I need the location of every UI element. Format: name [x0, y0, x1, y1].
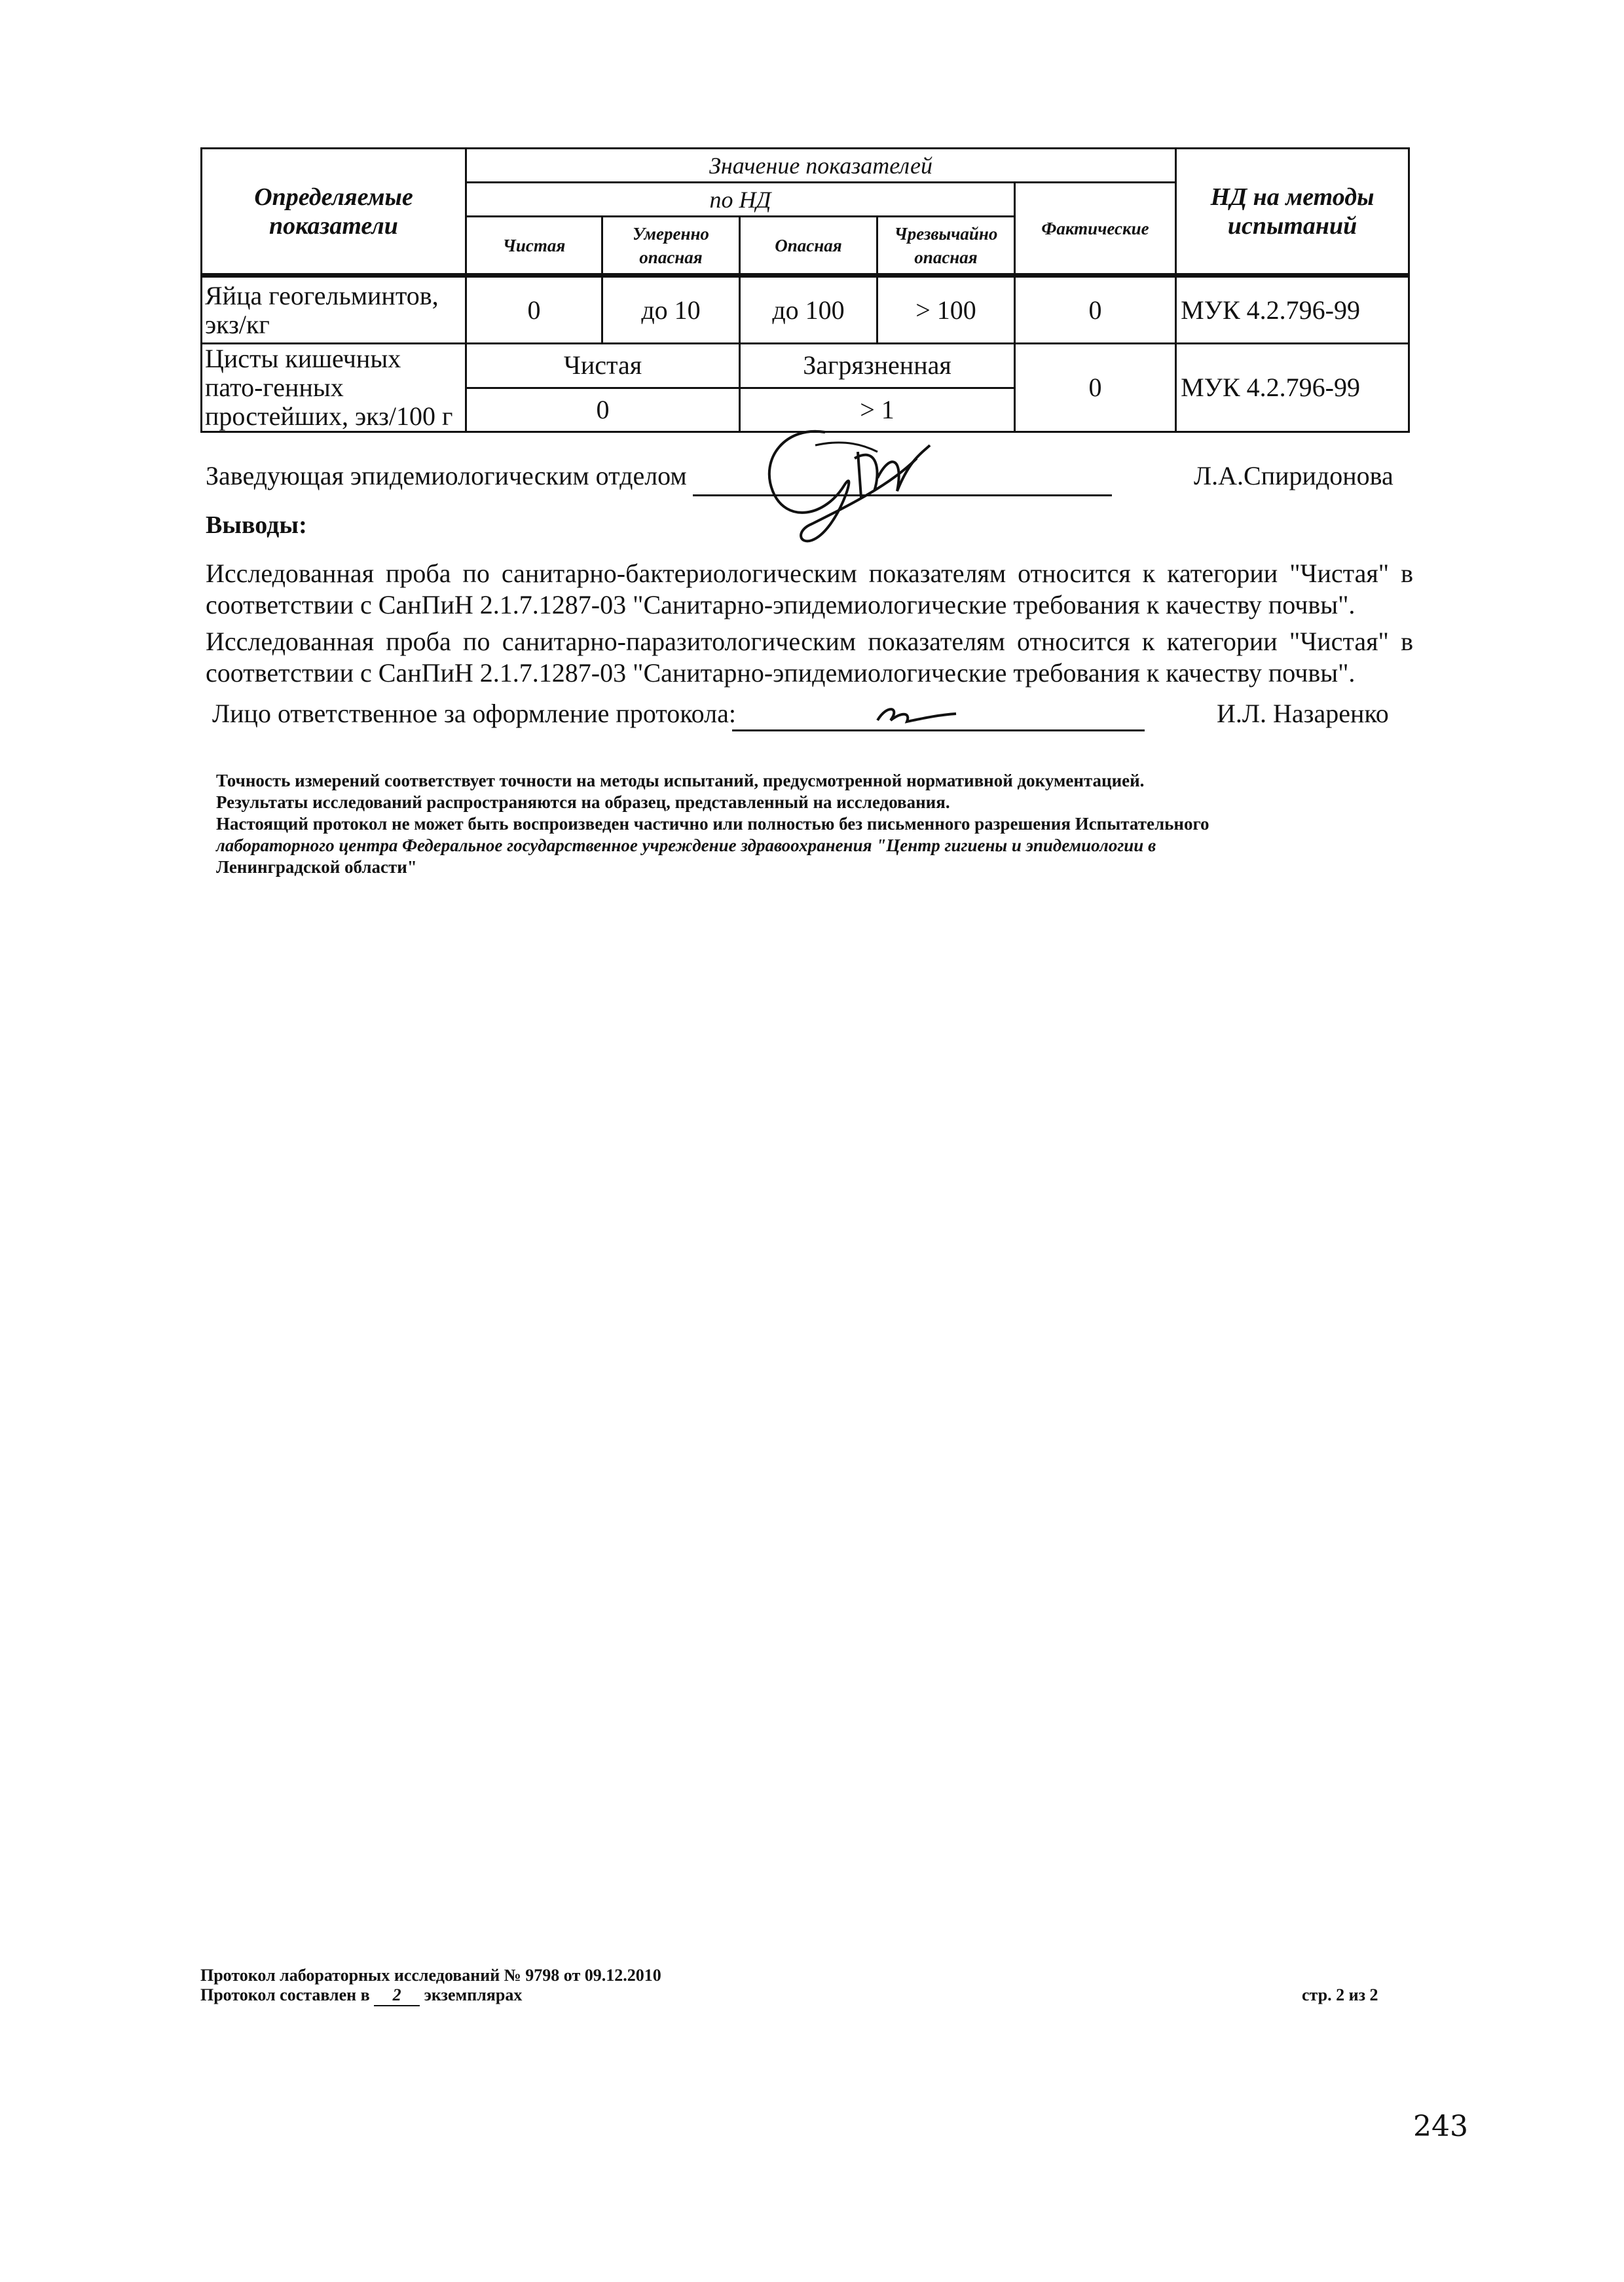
row1-dangerous: до 100	[740, 276, 877, 344]
row2-method: МУК 4.2.796-99	[1176, 344, 1409, 432]
conclusion-1-line-2: соответствии с СанПиН 2.1.7.1287-03 "Санитарно-эпидемиологические требования к качеству почвы".	[206, 590, 1356, 619]
footer-protocol: Протокол лабораторных исследований № 9798 от 09.12.2010	[200, 1966, 661, 1985]
results-table	[200, 147, 1410, 433]
row2-clean-value: 0	[466, 388, 740, 432]
conclusion-2-line-1: Исследованная проба по санитарно-паразитологическим показателям относится к категории "Чистая" в	[206, 627, 1413, 656]
row2-actual: 0	[1015, 344, 1176, 432]
row1-method: МУК 4.2.796-99	[1176, 276, 1409, 344]
header-actual: Фактические	[1015, 183, 1176, 276]
responsible-signature	[871, 701, 963, 733]
row1-indicator: Яйца геогельминтов, экз/кг	[202, 276, 466, 344]
header-methods: НД на методы испытаний	[1176, 149, 1409, 276]
footer-page: стр. 2 из 2	[1302, 1985, 1378, 2004]
head-of-dept-name: Л.А.Спиридонова	[1194, 461, 1393, 490]
row2-polluted-value: > 1	[740, 388, 1015, 432]
row2-polluted-label: Загрязненная	[740, 344, 1015, 388]
note-reproduction-2: лабораторного центра Федеральное государственное учреждение здравоохранения "Центр гигиены и эпидемиологии в	[216, 836, 1156, 855]
row1-clean: 0	[466, 276, 602, 344]
footer-copies	[200, 1985, 522, 2006]
row2-clean-label: Чистая	[466, 344, 740, 388]
header-extreme: Чрезвычайно опасная	[877, 217, 1015, 276]
table-row	[202, 276, 1409, 344]
note-reproduction-1: Настоящий протокол не может быть воспроизведен частично или полностью без письменного разрешения Испытательного	[216, 814, 1209, 834]
footer-copies-suffix: экземплярах	[424, 1985, 523, 2004]
table-row	[202, 344, 1409, 388]
note-scope: Результаты исследований распространяются на образец, представленный на исследования.	[216, 792, 950, 812]
page-number: 243	[1413, 2110, 1468, 2143]
row1-extreme: > 100	[877, 276, 1015, 344]
row1-moderate: до 10	[602, 276, 740, 344]
header-dangerous: Опасная	[740, 217, 877, 276]
conclusion-paragraph-1	[206, 558, 1413, 621]
conclusion-paragraph-2	[206, 626, 1413, 689]
note-reproduction-3: Ленинградской области"	[216, 857, 417, 877]
head-of-dept-title: Заведующая эпидемиологическим отделом	[206, 461, 687, 490]
footer-copies-value: 2	[374, 1985, 420, 2006]
row1-actual: 0	[1015, 276, 1176, 344]
header-values-group: Значение показателей	[466, 149, 1176, 183]
header-moderate: Умеренно опасная	[602, 217, 740, 276]
footer-copies-prefix: Протокол составлен в	[200, 1985, 370, 2004]
conclusion-2-line-2: соответствии с СанПиН 2.1.7.1287-03 "Санитарно-эпидемиологические требования к качеству почвы".	[206, 658, 1356, 688]
header-by-nd: по НД	[466, 183, 1015, 217]
header-clean: Чистая	[466, 217, 602, 276]
row2-indicator: Цисты кишечных пато-генных простейших, экз/100 г	[202, 344, 466, 432]
conclusions-heading: Выводы:	[206, 511, 307, 539]
head-signature	[747, 419, 969, 550]
responsible-name: И.Л. Назаренко	[1217, 699, 1389, 728]
header-indicators: Определяемые показатели	[202, 149, 466, 276]
responsible-title: Лицо ответственное за оформление протокола:	[212, 699, 736, 728]
note-accuracy: Точность измерений соответствует точности на методы испытаний, предусмотренной нормативной документацией.	[216, 771, 1145, 790]
conclusion-1-line-1: Исследованная проба по санитарно-бактериологическим показателям относится к категории "Чистая" в	[206, 559, 1413, 588]
